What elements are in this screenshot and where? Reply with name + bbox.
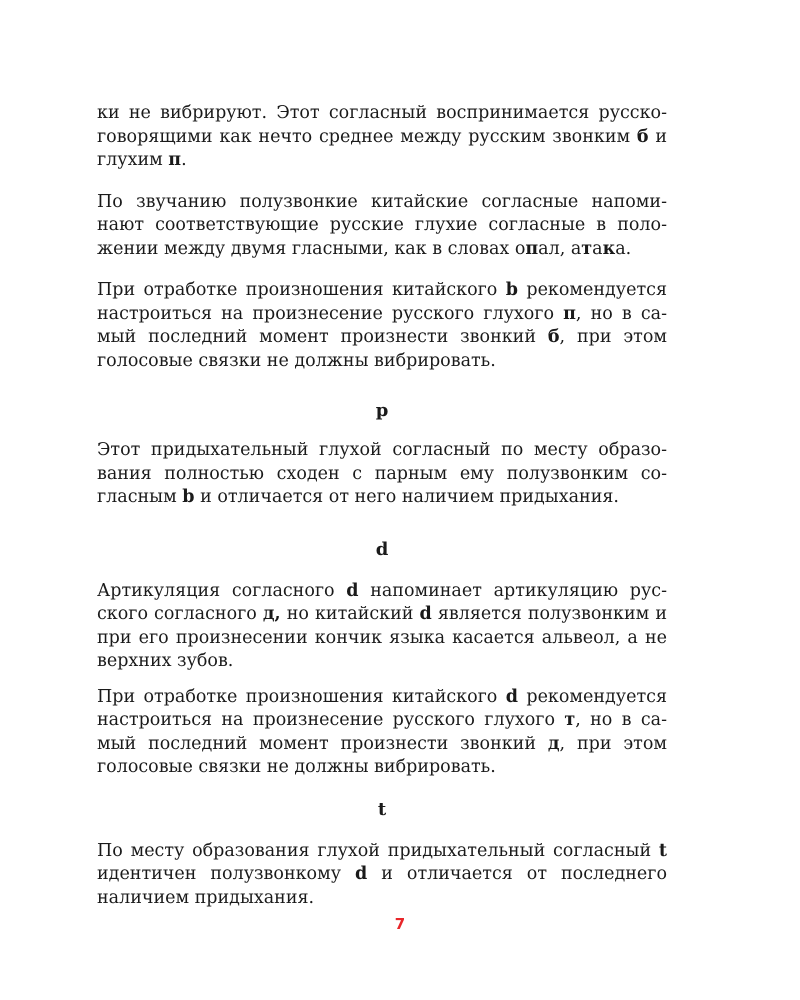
- text-run: Этот придыхательный глухой согласный по месту образо-вания полностью сходен с парным ему полузвонким со-гласным: [97, 440, 667, 507]
- paragraph-voicing: [97, 191, 667, 262]
- text-run: ал, а: [538, 238, 582, 259]
- text-run: , при этом голосовые связки не должны вибрировать.: [97, 733, 667, 777]
- text-run: .: [181, 150, 187, 170]
- bold-letter: t: [658, 840, 667, 861]
- text-run: и глухим: [97, 126, 668, 170]
- bold-letter: b: [505, 280, 518, 300]
- bold-letter: б: [636, 126, 649, 147]
- bold-letter: к: [602, 238, 616, 259]
- paragraph-d-practice: [97, 686, 667, 780]
- text-run: рекомендуется настроиться на произнесение русского глухого: [97, 686, 667, 730]
- text-run: По звучанию полузвонкие китайские согласные напоми-нают соответствующие русские глухие согласные в поло-жении между двумя гласными, как в словах о: [97, 191, 667, 259]
- page-number: 7: [394, 915, 406, 933]
- text-run: и отличается от него наличием придыхания.: [194, 487, 619, 507]
- paragraph-b-intro: [97, 102, 667, 173]
- paragraph-b-practice: [97, 279, 667, 373]
- text-run: , но в са-мый последний момент произнести звонкий: [97, 303, 668, 347]
- text-run: , но в са-мый последний момент произнести звонкий: [97, 710, 668, 754]
- text-run: и отличается от последнего наличием придыхания.: [97, 864, 667, 908]
- heading-d: d: [375, 538, 389, 560]
- paragraph-p: [97, 439, 667, 510]
- text-run: является полузвонким и при его произнесении кончик языка касается альвеол, а не верхних зубов.: [97, 604, 667, 671]
- bold-letter: п: [563, 303, 576, 324]
- bold-letter: т: [564, 710, 576, 730]
- bold-letter: д: [547, 733, 560, 754]
- paragraph-d-articulation: [97, 580, 667, 674]
- text-run: По месту образования глухой придыхательный согласный: [97, 840, 659, 861]
- bold-letter: п: [525, 238, 539, 259]
- bold-letter: d: [505, 686, 518, 707]
- heading-t: t: [377, 798, 387, 820]
- bold-letter: п: [168, 150, 182, 170]
- text-run: но китайский: [280, 604, 420, 624]
- text-run: ки не вибрируют. Этот согласный воспринимается русско-говорящими как нечто среднее между русским звонким: [97, 103, 667, 147]
- bold-letter: т: [581, 238, 593, 259]
- text-run: а: [592, 238, 603, 259]
- text-run: а.: [615, 238, 632, 259]
- text-run: , при этом голосовые связки не должны вибрировать.: [97, 327, 667, 371]
- heading-p: p: [375, 400, 389, 421]
- text-run: идентичен полузвонкому: [97, 864, 355, 884]
- bold-letter: b: [182, 487, 195, 507]
- text-run: рекомендуется настроиться на произнесение русского глухого: [97, 280, 667, 324]
- paragraph-t: [97, 840, 667, 911]
- text-run: Артикуляция согласного: [97, 580, 347, 601]
- text-run: При отработке произношения китайского: [97, 686, 506, 707]
- text-run: При отработке произношения китайского: [97, 280, 506, 300]
- bold-letter: б: [547, 327, 560, 347]
- bold-letter: d: [346, 580, 359, 601]
- bold-letter: d: [355, 864, 368, 884]
- bold-letter: d: [419, 604, 432, 624]
- text-run: напоминает артикуляцию рус-ского согласного: [97, 580, 667, 624]
- page-body: [97, 102, 667, 910]
- bold-letter: д,: [262, 604, 281, 624]
